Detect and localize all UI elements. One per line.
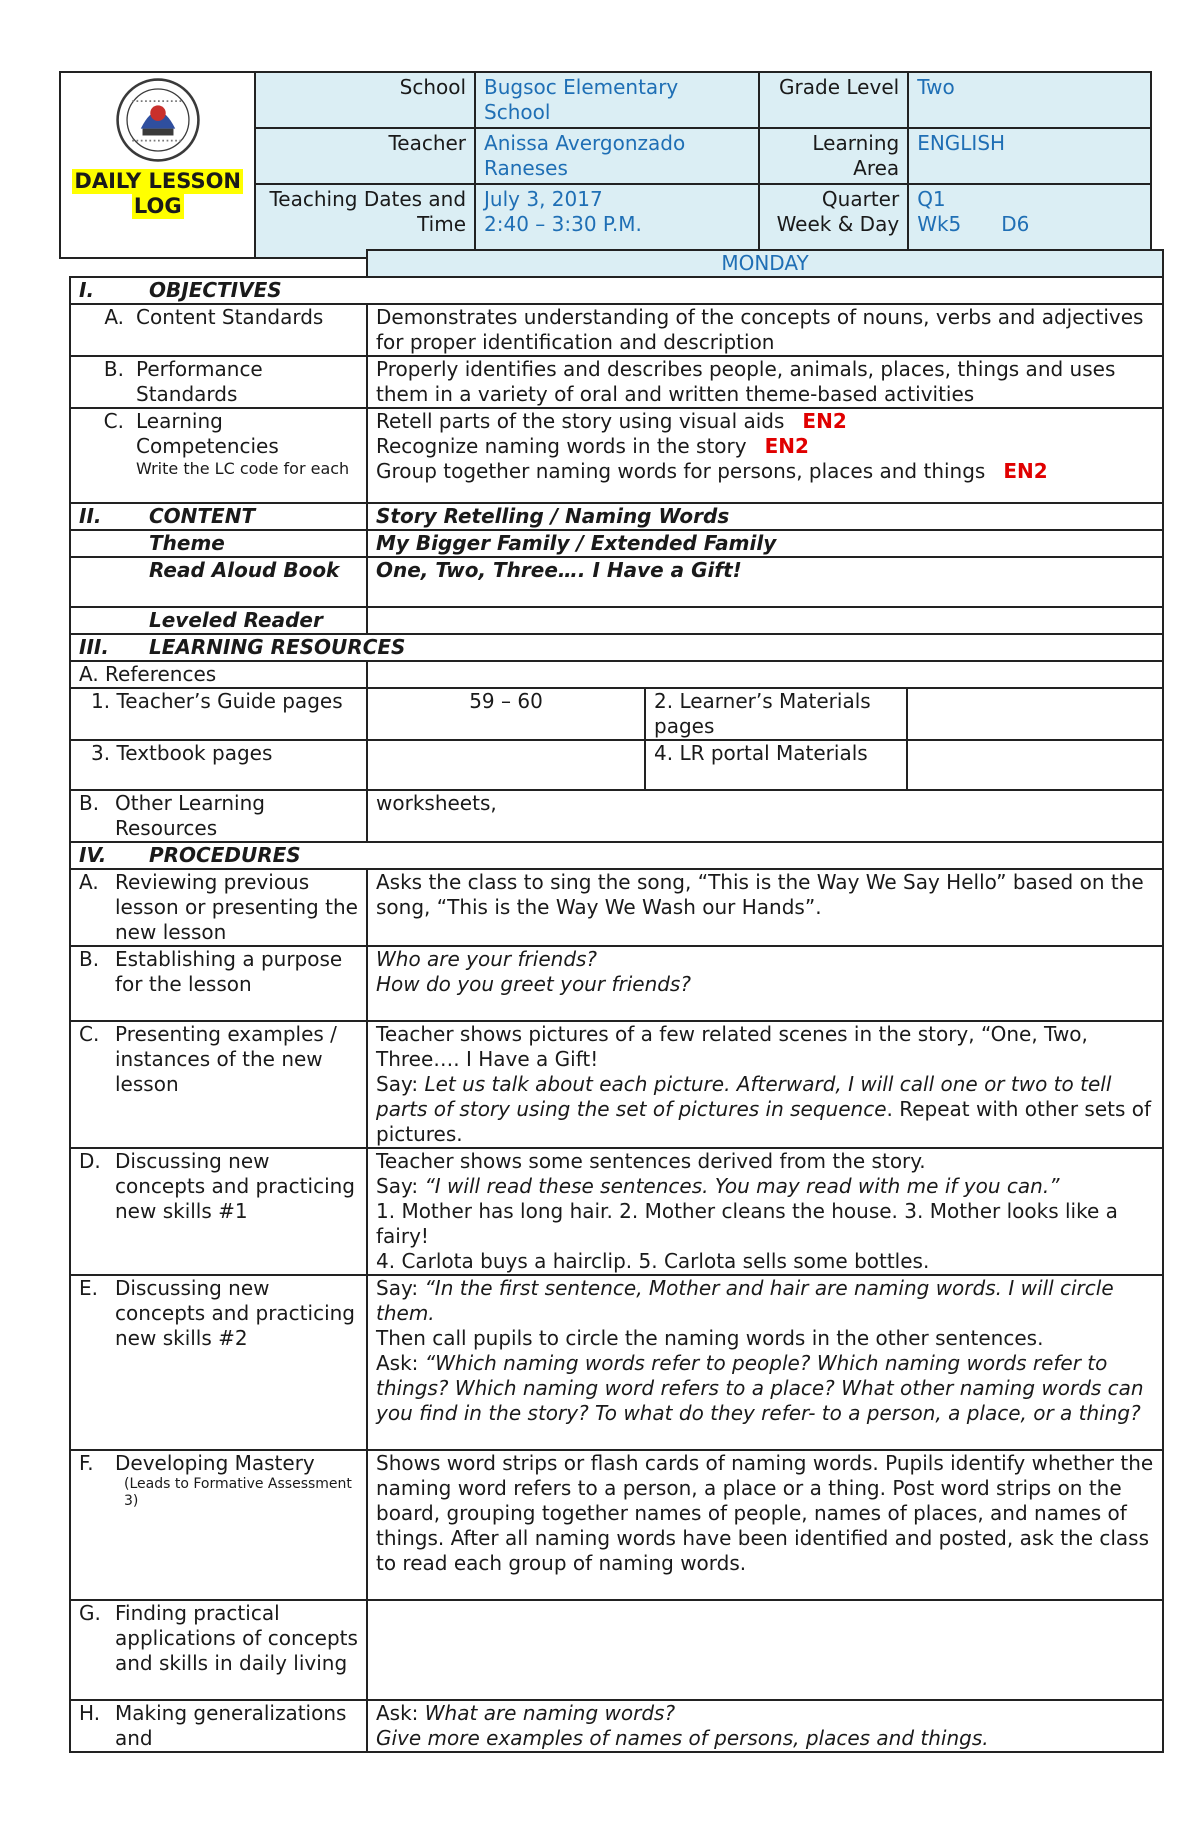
procedure-b-label: Establishing a purpose for the lesson bbox=[115, 947, 343, 996]
learners-materials-value bbox=[907, 688, 1163, 740]
teachers-guide-label: 1. Teacher’s Guide pages bbox=[70, 688, 367, 740]
section-content bbox=[70, 503, 367, 530]
item-letter: B. bbox=[79, 791, 100, 815]
procedure-h-label: Making generalizations and bbox=[115, 1701, 347, 1750]
content-standards-label-cell bbox=[70, 304, 367, 356]
item-letter: H. bbox=[79, 1701, 101, 1725]
procedure-e-label: Discussing new concepts and practicing new skills #2 bbox=[115, 1276, 355, 1350]
lc-code: EN2 bbox=[1003, 459, 1048, 483]
procedure-a-label-cell bbox=[70, 869, 367, 946]
procedure-d-label: Discussing new concepts and practicing new skills #1 bbox=[115, 1149, 355, 1223]
competencies-label-cell bbox=[70, 408, 367, 503]
daily-lesson-log-title-2: LOG bbox=[133, 194, 182, 218]
dates-value bbox=[475, 184, 759, 258]
procedure-h-text: Ask: What are naming words? Give more examples of names of persons, places and things. bbox=[367, 1700, 1163, 1752]
dates-value-line1: July 3, 2017 bbox=[484, 187, 603, 211]
textbook-value bbox=[367, 740, 645, 790]
procedure-c-text: Teacher shows pictures of a few related scenes in the story, “One, Two, Three…. I Have a Gift! Say: Let us talk about each picture. Afterward, I will call one or two to tell parts of story using the set of pictures in sequence. Repeat with other sets of pictures. bbox=[367, 1021, 1163, 1148]
area-value: ENGLISH bbox=[908, 128, 1151, 184]
procedure-g-label-cell bbox=[70, 1600, 367, 1700]
competencies-label: Learning Competencies bbox=[136, 409, 279, 458]
item-letter: A. bbox=[104, 305, 124, 329]
theme-value: My Bigger Family / Extended Family bbox=[367, 530, 1163, 557]
procedure-b-text: Who are your friends? How do you greet your friends? bbox=[367, 946, 1163, 1021]
teacher-label: Teacher bbox=[255, 128, 475, 184]
item-letter: B. bbox=[103, 357, 124, 381]
blank-corner bbox=[70, 250, 367, 277]
header-table bbox=[59, 71, 1152, 259]
other-resources-value: worksheets, bbox=[367, 790, 1163, 842]
procedure-c-label-cell bbox=[70, 1021, 367, 1148]
grade-label: Grade Level bbox=[759, 72, 908, 128]
procedure-f-label: Developing Mastery bbox=[115, 1451, 315, 1475]
quarter-label: Quarter Week & Day bbox=[759, 184, 908, 258]
section-number: III. bbox=[79, 635, 109, 659]
procedure-b-label-cell bbox=[70, 946, 367, 1021]
day-heading: MONDAY bbox=[367, 250, 1163, 277]
textbook-label: 3. Textbook pages bbox=[70, 740, 367, 790]
read-aloud-value: One, Two, Three…. I Have a Gift! bbox=[367, 557, 1163, 607]
quarter-week: Wk5 bbox=[917, 212, 962, 236]
procedure-g-text bbox=[367, 1600, 1163, 1700]
procedure-e-text: Say: “In the first sentence, Mother and hair are naming words. I will circle them. Then call pupils to circle the naming words in the other sentences. Ask: “Which naming words refer to people? Which naming words refer to things? Which naming word refers to a place? What other naming words can you find in the story? To what do they refer- to a person, a place, or a thing? bbox=[367, 1275, 1163, 1450]
procedure-f-text: Shows word strips or flash cards of naming words. Pupils identify whether the naming word refers to a person, a place or a thing. Post word strips on the board, grouping together names of people, names of places, and names of things. After all naming words have been identified and posted, ask the class to read each group of naming words. bbox=[367, 1450, 1163, 1600]
content-value: Story Retelling / Naming Words bbox=[367, 503, 1163, 530]
other-resources-label-cell bbox=[70, 790, 367, 842]
performance-standards-label-cell bbox=[70, 356, 367, 408]
lesson-table bbox=[69, 249, 1164, 1753]
deped-seal-icon bbox=[115, 77, 201, 163]
competencies-list bbox=[367, 408, 1163, 503]
lr-portal-value bbox=[907, 740, 1163, 790]
performance-standards-label: Performance Standards bbox=[136, 357, 263, 406]
section-procedures bbox=[70, 842, 1163, 869]
content-standards-text: Demonstrates understanding of the concepts of nouns, verbs and adjectives for proper identification and description bbox=[367, 304, 1163, 356]
item-letter: C. bbox=[103, 409, 124, 433]
procedure-a-label: Reviewing previous lesson or presenting the new lesson bbox=[115, 870, 358, 944]
quarter-day: D6 bbox=[1001, 212, 1030, 236]
competency-item: Retell parts of the story using visual aids EN2 bbox=[376, 409, 847, 433]
item-letter: F. bbox=[79, 1451, 94, 1475]
item-letter: G. bbox=[79, 1601, 101, 1625]
competency-item: Group together naming words for persons, places and things EN2 bbox=[376, 459, 1048, 483]
section-title: PROCEDURES bbox=[149, 843, 301, 867]
procedure-g-label: Finding practical applications of concepts and skills in daily living bbox=[115, 1601, 358, 1675]
learners-materials-label: 2. Learner’s Materials pages bbox=[645, 688, 907, 740]
section-title: CONTENT bbox=[149, 504, 256, 528]
other-resources-label: Other Learning Resources bbox=[115, 791, 265, 840]
references-label: A. References bbox=[70, 661, 367, 688]
procedure-a-text: Asks the class to sing the song, “This is the Way We Say Hello” based on the song, “This is the Way We Wash our Hands”. bbox=[367, 869, 1163, 946]
section-title: OBJECTIVES bbox=[149, 278, 282, 302]
procedure-c-label: Presenting examples / instances of the new lesson bbox=[115, 1022, 337, 1096]
section-number: IV. bbox=[79, 843, 107, 867]
grade-value: Two bbox=[908, 72, 1151, 128]
competency-item: Recognize naming words in the story EN2 bbox=[376, 434, 809, 458]
references-value bbox=[367, 661, 1163, 688]
item-letter: D. bbox=[79, 1149, 101, 1173]
procedure-f-note: (Leads to Formative Assessment 3) bbox=[124, 1476, 352, 1509]
area-label: Learning Area bbox=[759, 128, 908, 184]
logo-cell bbox=[60, 72, 255, 258]
lc-code: EN2 bbox=[802, 409, 847, 433]
section-objectives bbox=[70, 277, 1163, 304]
section-number: I. bbox=[79, 278, 95, 302]
content-standards-label: Content Standards bbox=[136, 305, 324, 329]
item-letter: C. bbox=[79, 1022, 100, 1046]
procedure-h-label-cell bbox=[70, 1700, 367, 1752]
leveled-reader-label: Leveled Reader bbox=[70, 607, 367, 634]
quarter-value bbox=[908, 184, 1151, 258]
quarter-value-line1: Q1 bbox=[917, 187, 946, 211]
school-label: School bbox=[255, 72, 475, 128]
procedure-e-label-cell bbox=[70, 1275, 367, 1450]
daily-lesson-log-title: DAILY LESSON bbox=[74, 169, 241, 193]
performance-standards-text: Properly identifies and describes people, animals, places, things and uses them in a variety of oral and written theme-based activities bbox=[367, 356, 1163, 408]
teachers-guide-value: 59 – 60 bbox=[367, 688, 645, 740]
procedure-d-label-cell bbox=[70, 1148, 367, 1275]
lr-portal-label: 4. LR portal Materials bbox=[645, 740, 907, 790]
quarter-week-day bbox=[917, 212, 1142, 237]
school-value: Bugsoc Elementary School bbox=[475, 72, 759, 128]
read-aloud-label: Read Aloud Book bbox=[70, 557, 367, 607]
leveled-reader-value bbox=[367, 607, 1163, 634]
teacher-value: Anissa Avergonzado Raneses bbox=[475, 128, 759, 184]
item-letter: E. bbox=[79, 1276, 98, 1300]
section-title: LEARNING RESOURCES bbox=[149, 635, 406, 659]
procedure-f-label-cell bbox=[70, 1450, 367, 1600]
competencies-note: Write the LC code for each bbox=[136, 459, 350, 478]
procedure-d-text: Teacher shows some sentences derived from the story. Say: “I will read these sentences. You may read with me if you can.” 1. Mother has long hair. 2. Mother cleans the house. 3. Mother looks like a fairy! 4. Carlota buys a hairclip. 5. Carlota sells some bottles. bbox=[367, 1148, 1163, 1275]
theme-label: Theme bbox=[70, 530, 367, 557]
section-resources bbox=[70, 634, 1163, 661]
dates-value-line2: 2:40 – 3:30 P.M. bbox=[484, 212, 642, 236]
lc-code: EN2 bbox=[764, 434, 809, 458]
section-number: II. bbox=[79, 504, 102, 528]
dates-label: Teaching Dates and Time bbox=[255, 184, 475, 258]
item-letter: B. bbox=[79, 947, 100, 971]
item-letter: A. bbox=[79, 870, 99, 894]
